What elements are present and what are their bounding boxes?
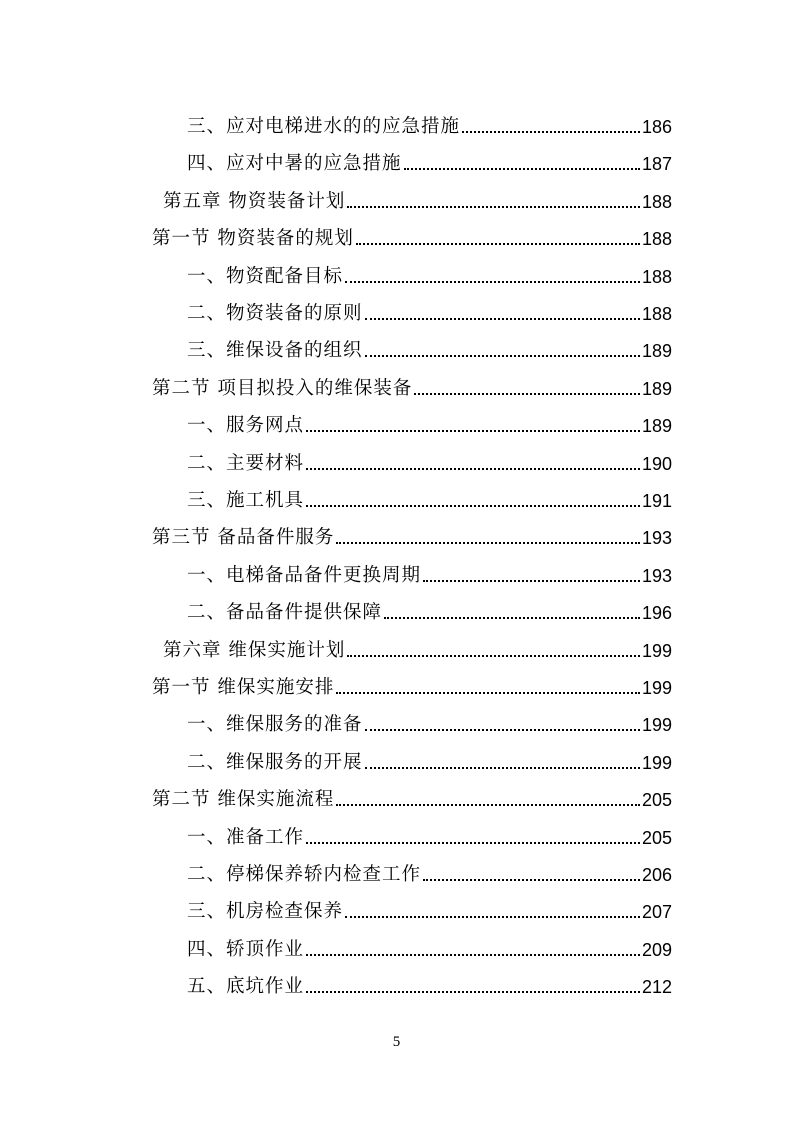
toc-entry-title: 二、停梯保养轿内检查工作 — [187, 864, 422, 885]
toc-entry-page: 189 — [641, 378, 672, 399]
toc-entry-page: 189 — [641, 341, 672, 362]
toc-entry-title: 二、物资装备的原则 — [187, 303, 363, 324]
page-number: 5 — [392, 1034, 401, 1050]
toc-entry-item[interactable] — [187, 288, 672, 325]
toc-entry-item[interactable] — [187, 475, 672, 512]
toc-dot-leader — [414, 393, 640, 395]
toc-entry-item[interactable] — [187, 737, 672, 774]
toc-entry-item[interactable] — [187, 961, 672, 998]
toc-dot-leader — [423, 580, 640, 582]
toc-entry-page: 187 — [641, 154, 672, 175]
toc-entry-item[interactable] — [187, 587, 672, 624]
toc-entry-section[interactable] — [152, 662, 672, 699]
toc-dot-leader — [365, 729, 640, 731]
toc-dot-leader — [306, 954, 640, 956]
toc-dot-leader — [365, 355, 640, 357]
toc-dot-leader — [306, 842, 640, 844]
toc-entry-title: 一、物资配备目标 — [187, 265, 344, 287]
toc-entry-page: 188 — [641, 266, 672, 287]
toc-entry-page: 196 — [641, 603, 672, 624]
toc-entry-title: 一、维保服务的准备 — [187, 714, 363, 736]
toc-entry-title: 四、应对中暑的应急措施 — [187, 153, 402, 175]
toc-entry-title: 三、机房检查保养 — [187, 901, 344, 923]
toc-entry-page: 199 — [641, 678, 672, 698]
toc-entry-item[interactable] — [187, 251, 672, 288]
toc-dot-leader — [306, 468, 640, 470]
toc-entry-title: 二、备品备件提供保障 — [187, 602, 383, 624]
toc-entry-page: 199 — [641, 715, 672, 736]
toc-entry-item[interactable] — [187, 138, 672, 175]
toc-dot-leader — [336, 542, 640, 544]
toc-entry-item[interactable] — [187, 924, 672, 961]
toc-entry-item[interactable] — [187, 101, 672, 138]
toc-entry-page: 193 — [641, 565, 672, 586]
toc-entry-page: 212 — [641, 977, 672, 998]
toc-entry-title: 第三节 备品备件服务 — [152, 527, 335, 549]
toc-entry-section[interactable] — [152, 512, 672, 549]
toc-dot-leader — [423, 879, 640, 881]
toc-entry-title: 一、服务网点 — [187, 415, 305, 437]
toc-entry-chapter[interactable] — [163, 176, 672, 213]
toc-entry-page: 199 — [641, 640, 672, 661]
toc-entry-title: 四、轿顶作业 — [187, 938, 305, 960]
toc-entry-title: 第六章 维保实施计划 — [163, 639, 346, 661]
toc-dot-leader — [306, 505, 640, 507]
toc-entry-page: 186 — [641, 117, 672, 137]
toc-dot-leader — [462, 131, 640, 133]
toc-entry-title: 第一节 维保实施安排 — [152, 677, 335, 698]
toc-entry-item[interactable] — [187, 849, 672, 886]
toc-dot-leader — [306, 430, 640, 432]
toc-dot-leader — [384, 617, 640, 619]
toc-entry-item[interactable] — [187, 699, 672, 736]
toc-dot-leader — [365, 318, 640, 320]
toc-entry-page: 199 — [641, 752, 672, 773]
toc-dot-leader — [345, 281, 640, 283]
toc-dot-leader — [356, 243, 640, 245]
toc-entry-title: 一、电梯备品备件更换周期 — [187, 564, 422, 586]
toc-entry-title: 三、施工机具 — [187, 490, 305, 511]
toc-entry-page: 189 — [641, 416, 672, 437]
toc-entry-page: 206 — [641, 865, 672, 885]
toc-entry-item[interactable] — [187, 812, 672, 849]
toc-entry-page: 193 — [641, 528, 672, 549]
toc-entry-title: 第五章 物资装备计划 — [163, 190, 346, 212]
toc-entry-page: 188 — [641, 229, 672, 250]
toc-entry-item[interactable] — [187, 886, 672, 923]
toc-entry-item[interactable] — [187, 550, 672, 587]
toc-entry-page: 188 — [641, 304, 672, 324]
toc-entry-item[interactable] — [187, 438, 672, 475]
toc-entry-page: 190 — [641, 453, 672, 474]
toc-entry-chapter[interactable] — [163, 625, 672, 662]
toc-entry-title: 一、准备工作 — [187, 826, 305, 848]
toc-entry-title: 二、主要材料 — [187, 452, 305, 474]
toc-dot-leader — [347, 206, 640, 208]
toc-entry-title: 五、底坑作业 — [187, 976, 305, 998]
toc-entry-title: 二、维保服务的开展 — [187, 751, 363, 773]
toc-entry-page: 191 — [641, 491, 672, 511]
toc-entry-page: 209 — [641, 939, 672, 960]
toc-dot-leader — [345, 916, 640, 918]
toc-entry-title: 三、应对电梯进水的的应急措施 — [187, 116, 461, 137]
toc-dot-leader — [365, 767, 640, 769]
toc-entry-title: 三、维保设备的组织 — [187, 340, 363, 362]
toc-entry-title: 第二节 项目拟投入的维保装备 — [152, 377, 413, 399]
toc-entry-title: 第一节 物资装备的规划 — [152, 228, 354, 250]
toc-dot-leader — [336, 692, 640, 694]
toc-entry-item[interactable] — [187, 400, 672, 437]
toc-entry-page: 205 — [641, 827, 672, 848]
toc-entry-page: 188 — [641, 191, 672, 212]
toc-dot-leader — [404, 168, 640, 170]
toc-dot-leader — [347, 655, 640, 657]
toc-entry-page: 205 — [641, 790, 672, 811]
toc-entry-section[interactable] — [152, 213, 672, 250]
toc-entry-section[interactable] — [152, 774, 672, 811]
toc-dot-leader — [306, 991, 640, 993]
toc-entry-title: 第二节 维保实施流程 — [152, 789, 335, 811]
toc-dot-leader — [336, 804, 640, 806]
toc-entry-item[interactable] — [187, 325, 672, 362]
toc-entry-page: 207 — [641, 902, 672, 923]
toc-entry-section[interactable] — [152, 363, 672, 400]
